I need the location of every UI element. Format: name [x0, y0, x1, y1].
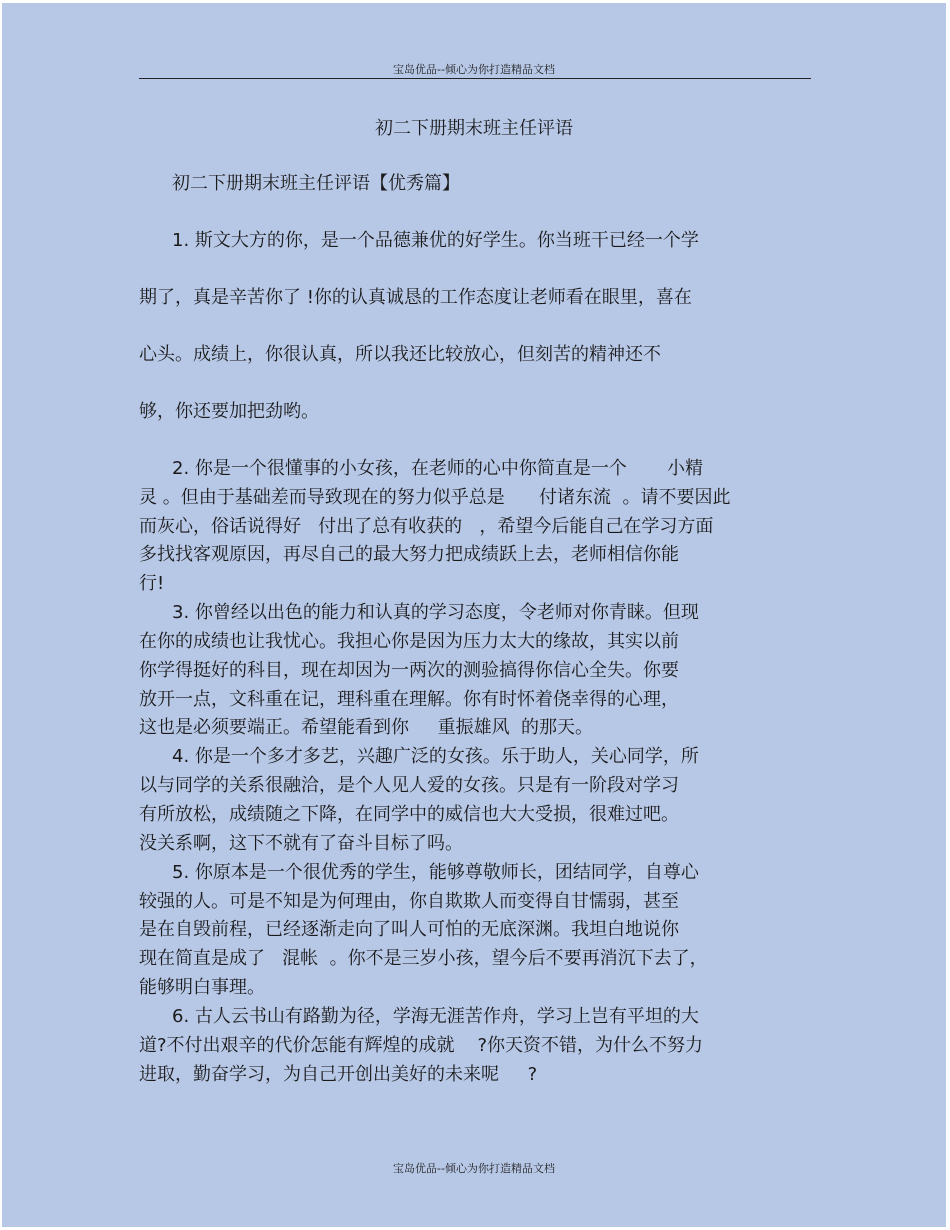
text-line: 5. 你原本是一个很优秀的学生，能够尊敬师长，团结同学，自尊心: [172, 862, 699, 883]
header-divider: [139, 78, 811, 79]
text-line: 心头。成绩上，你很认真，所以我还比较放心，但刻苦的精神还不: [139, 344, 661, 365]
page-header: 宝岛优品--倾心为你打造精品文档: [393, 63, 555, 76]
document-page: [2, 3, 946, 1227]
text-line: 在你的成绩也让我忧心。我担心你是因为压力太大的缘故，其实以前: [139, 631, 679, 652]
text-line: 灵 。但由于基础差而导致现在的努力似乎总是 付诸东流 。请不要因此: [139, 487, 731, 508]
text-line: 道?不付出艰辛的代价怎能有辉煌的成就 ?你天资不错，为什么不努力: [139, 1035, 703, 1056]
text-line: 能够明白事理。: [139, 977, 265, 998]
text-line: 现在简直是成了 混帐 。你不是三岁小孩，望今后不要再消沉下去了，: [139, 948, 708, 969]
text-line: 放开一点，文科重在记，理科重在理解。你有时怀着侥幸得的心理，: [139, 689, 679, 710]
text-line: 够，你还要加把劲哟。: [139, 401, 319, 422]
text-line: 3. 你曾经以出色的能力和认真的学习态度，令老师对你青睐。但现: [172, 602, 699, 623]
text-line: 而灰心，俗话说得好 付出了总有收获的 ，希望今后能自己在学习方面: [139, 516, 714, 537]
text-line: 进取，勤奋学习，为自己开创出美好的未来呢 ?: [139, 1064, 538, 1085]
document-title: 初二下册期末班主任评语: [375, 118, 573, 139]
text-line: 多找找客观原因，再尽自己的最大努力把成绩跃上去，老师相信你能: [139, 544, 679, 565]
text-line: 是在自毁前程，已经逐渐走向了叫人可怕的无底深渊。我坦白地说你: [139, 919, 679, 940]
text-line: 行!: [139, 573, 165, 594]
text-line: 你学得挺好的科目，现在却因为一两次的测验搞得你信心全失。你要: [139, 660, 679, 681]
page-footer: 宝岛优品--倾心为你打造精品文档: [393, 1162, 555, 1175]
text-line: 较强的人。可是不知是为何理由，你自欺欺人而变得自甘懦弱，甚至: [139, 891, 679, 912]
section-heading: 初二下册期末班主任评语【优秀篇】: [172, 173, 460, 194]
text-line: 没关系啊，这下不就有了奋斗目标了吗。: [139, 833, 463, 854]
text-line: 1. 斯文大方的你，是一个品德兼优的好学生。你当班干已经一个学: [172, 230, 699, 251]
text-line: 2. 你是一个很懂事的小女孩，在老师的心中你简直是一个 小精: [172, 458, 703, 479]
text-line: 有所放松，成绩随之下降，在同学中的威信也大大受损，很难过吧。: [139, 804, 679, 825]
text-line: 期了，真是辛苦你了 !你的认真诚恳的工作态度让老师看在眼里，喜在: [139, 287, 692, 308]
text-line: 以与同学的关系很融洽，是个人见人爱的女孩。只是有一阶段对学习: [139, 775, 679, 796]
text-line: 4. 你是一个多才多艺，兴趣广泛的女孩。乐于助人，关心同学，所: [172, 746, 699, 767]
text-line: 这也是必须要端正。希望能看到你 重振雄风 的那天。: [139, 717, 594, 738]
text-line: 6. 古人云书山有路勤为径，学海无涯苦作舟，学习上岂有平坦的大: [172, 1006, 699, 1027]
